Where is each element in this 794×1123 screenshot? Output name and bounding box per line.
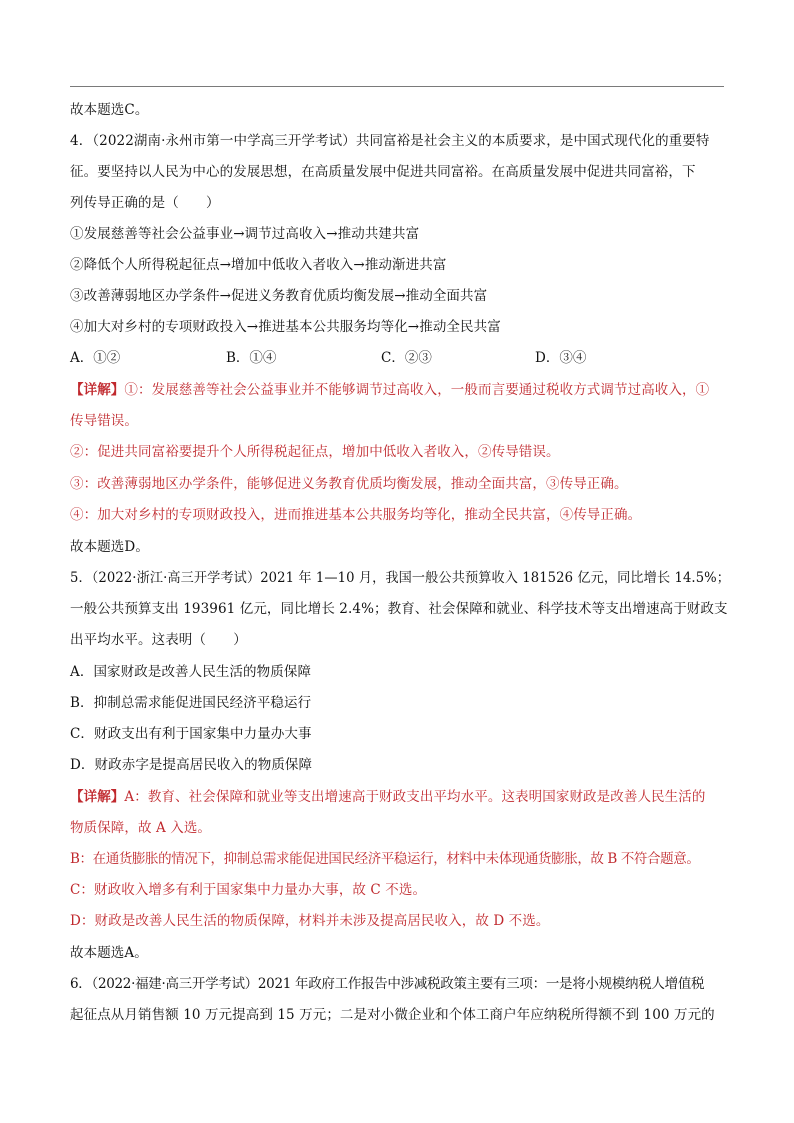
q5-detail-line-3: B：在通货膨胀的情况下，抑制总需求能促进国民经济平稳运行，材料中未体现通货膨胀，故 B 不符合题意。 <box>70 851 700 867</box>
q4-item-2: ②降低个人所得税起征点→增加中低收入者收入→推动渐进共富 <box>70 257 447 273</box>
q4-option-c: C．②③ <box>381 350 432 366</box>
q5-option-a: A．国家财政是改善人民生活的物质保障 <box>70 664 312 680</box>
detail-tag: 【详解】 <box>70 789 125 805</box>
header-rule <box>70 86 724 87</box>
q4-detail-line-3: ②：促进共同富裕要提升个人所得税起征点，增加中低收入者收入，②传导错误。 <box>70 444 560 460</box>
q5-stem-line-1: 5．（2022·浙江·高三开学考试）2021 年 1—10 月，我国一般公共预算收入 181526 亿元，同比增长 14.5%； <box>70 570 731 586</box>
detail-tag: 【详解】 <box>70 382 125 398</box>
q6-stem-line-2: 起征点从月销售额 10 万元提高到 15 万元；二是对小微企业和个体工商户年应纳税所得额不到 100 万元的 <box>70 1007 715 1023</box>
q4-item-1: ①发展慈善等社会公益事业→调节过高收入→推动共建共富 <box>70 226 420 242</box>
q5-stem-line-3: 出平均水平。这表明（ ） <box>70 632 247 648</box>
q5-detail-line-1 <box>70 787 730 807</box>
q5-detail-line-2: 物质保障，故 A 入选。 <box>70 820 212 836</box>
q4-detail-line-5: ④：加大对乡村的专项财政投入，进而推进基本公共服务均等化，推动全民共富，④传导正确。 <box>70 507 642 523</box>
q4-stem-line-2: 征。要坚持以人民为中心的发展思想，在高质量发展中促进共同富裕。在高质量发展中促进共同富裕，下 <box>70 164 696 180</box>
q5-stem-line-2: 一般公共预算支出 193961 亿元，同比增长 2.4%；教育、社会保障和就业、科学技术等支出增速高于财政支 <box>70 601 728 617</box>
q5-option-c: C．财政支出有利于国家集中力量办大事 <box>70 726 312 742</box>
q5-detail-text-1: A：教育、社会保障和就业等支出增速高于财政支出平均水平。这表明国家财政是改善人民生活的 <box>124 789 706 805</box>
q4-detail-line-1 <box>70 380 730 400</box>
q4-detail-text-1: ①：发展慈善等社会公益事业并不能够调节过高收入，一般而言要通过税收方式调节过高收入，① <box>124 382 710 398</box>
q4-answer: 故本题选D。 <box>70 539 149 555</box>
q4-detail-line-4: ③：改善薄弱地区办学条件，能够促进义务教育优质均衡发展，推动全面共富，③传导正确。 <box>70 476 628 492</box>
q5-option-b: B．抑制总需求能促进国民经济平稳运行 <box>70 695 312 711</box>
q6-stem-line-1: 6．（2022·福建·高三开学考试）2021 年政府工作报告中涉减税政策主要有三项：一是将小规模纳税人增值税 <box>70 976 705 992</box>
q4-item-3: ③改善薄弱地区办学条件→促进义务教育优质均衡发展→推动全面共富 <box>70 288 488 304</box>
q4-option-a: A．①② <box>70 350 121 366</box>
q4-option-b: B．①④ <box>226 350 277 366</box>
q4-detail-line-2: 传导错误。 <box>70 413 138 429</box>
q4-stem-line-3: 列传导正确的是（ ） <box>70 195 220 211</box>
q5-answer: 故本题选A。 <box>70 945 148 961</box>
q4-item-4: ④加大对乡村的专项财政投入→推进基本公共服务均等化→推动全民共富 <box>70 319 501 335</box>
q3-answer: 故本题选C。 <box>70 102 149 118</box>
q4-stem-line-1: 4．（2022湖南·永州市第一中学高三开学考试）共同富裕是社会主义的本质要求，是中国式现代化的重要特 <box>70 133 710 149</box>
q4-option-d: D．③④ <box>535 350 587 366</box>
q5-detail-line-4: C：财政收入增多有利于国家集中力量办大事，故 C 不选。 <box>70 882 427 898</box>
q5-detail-line-5: D：财政是改善人民生活的物质保障，材料并未涉及提高居民收入，故 D 不选。 <box>70 913 550 929</box>
q5-option-d: D．财政赤字是提高居民收入的物质保障 <box>70 757 313 773</box>
